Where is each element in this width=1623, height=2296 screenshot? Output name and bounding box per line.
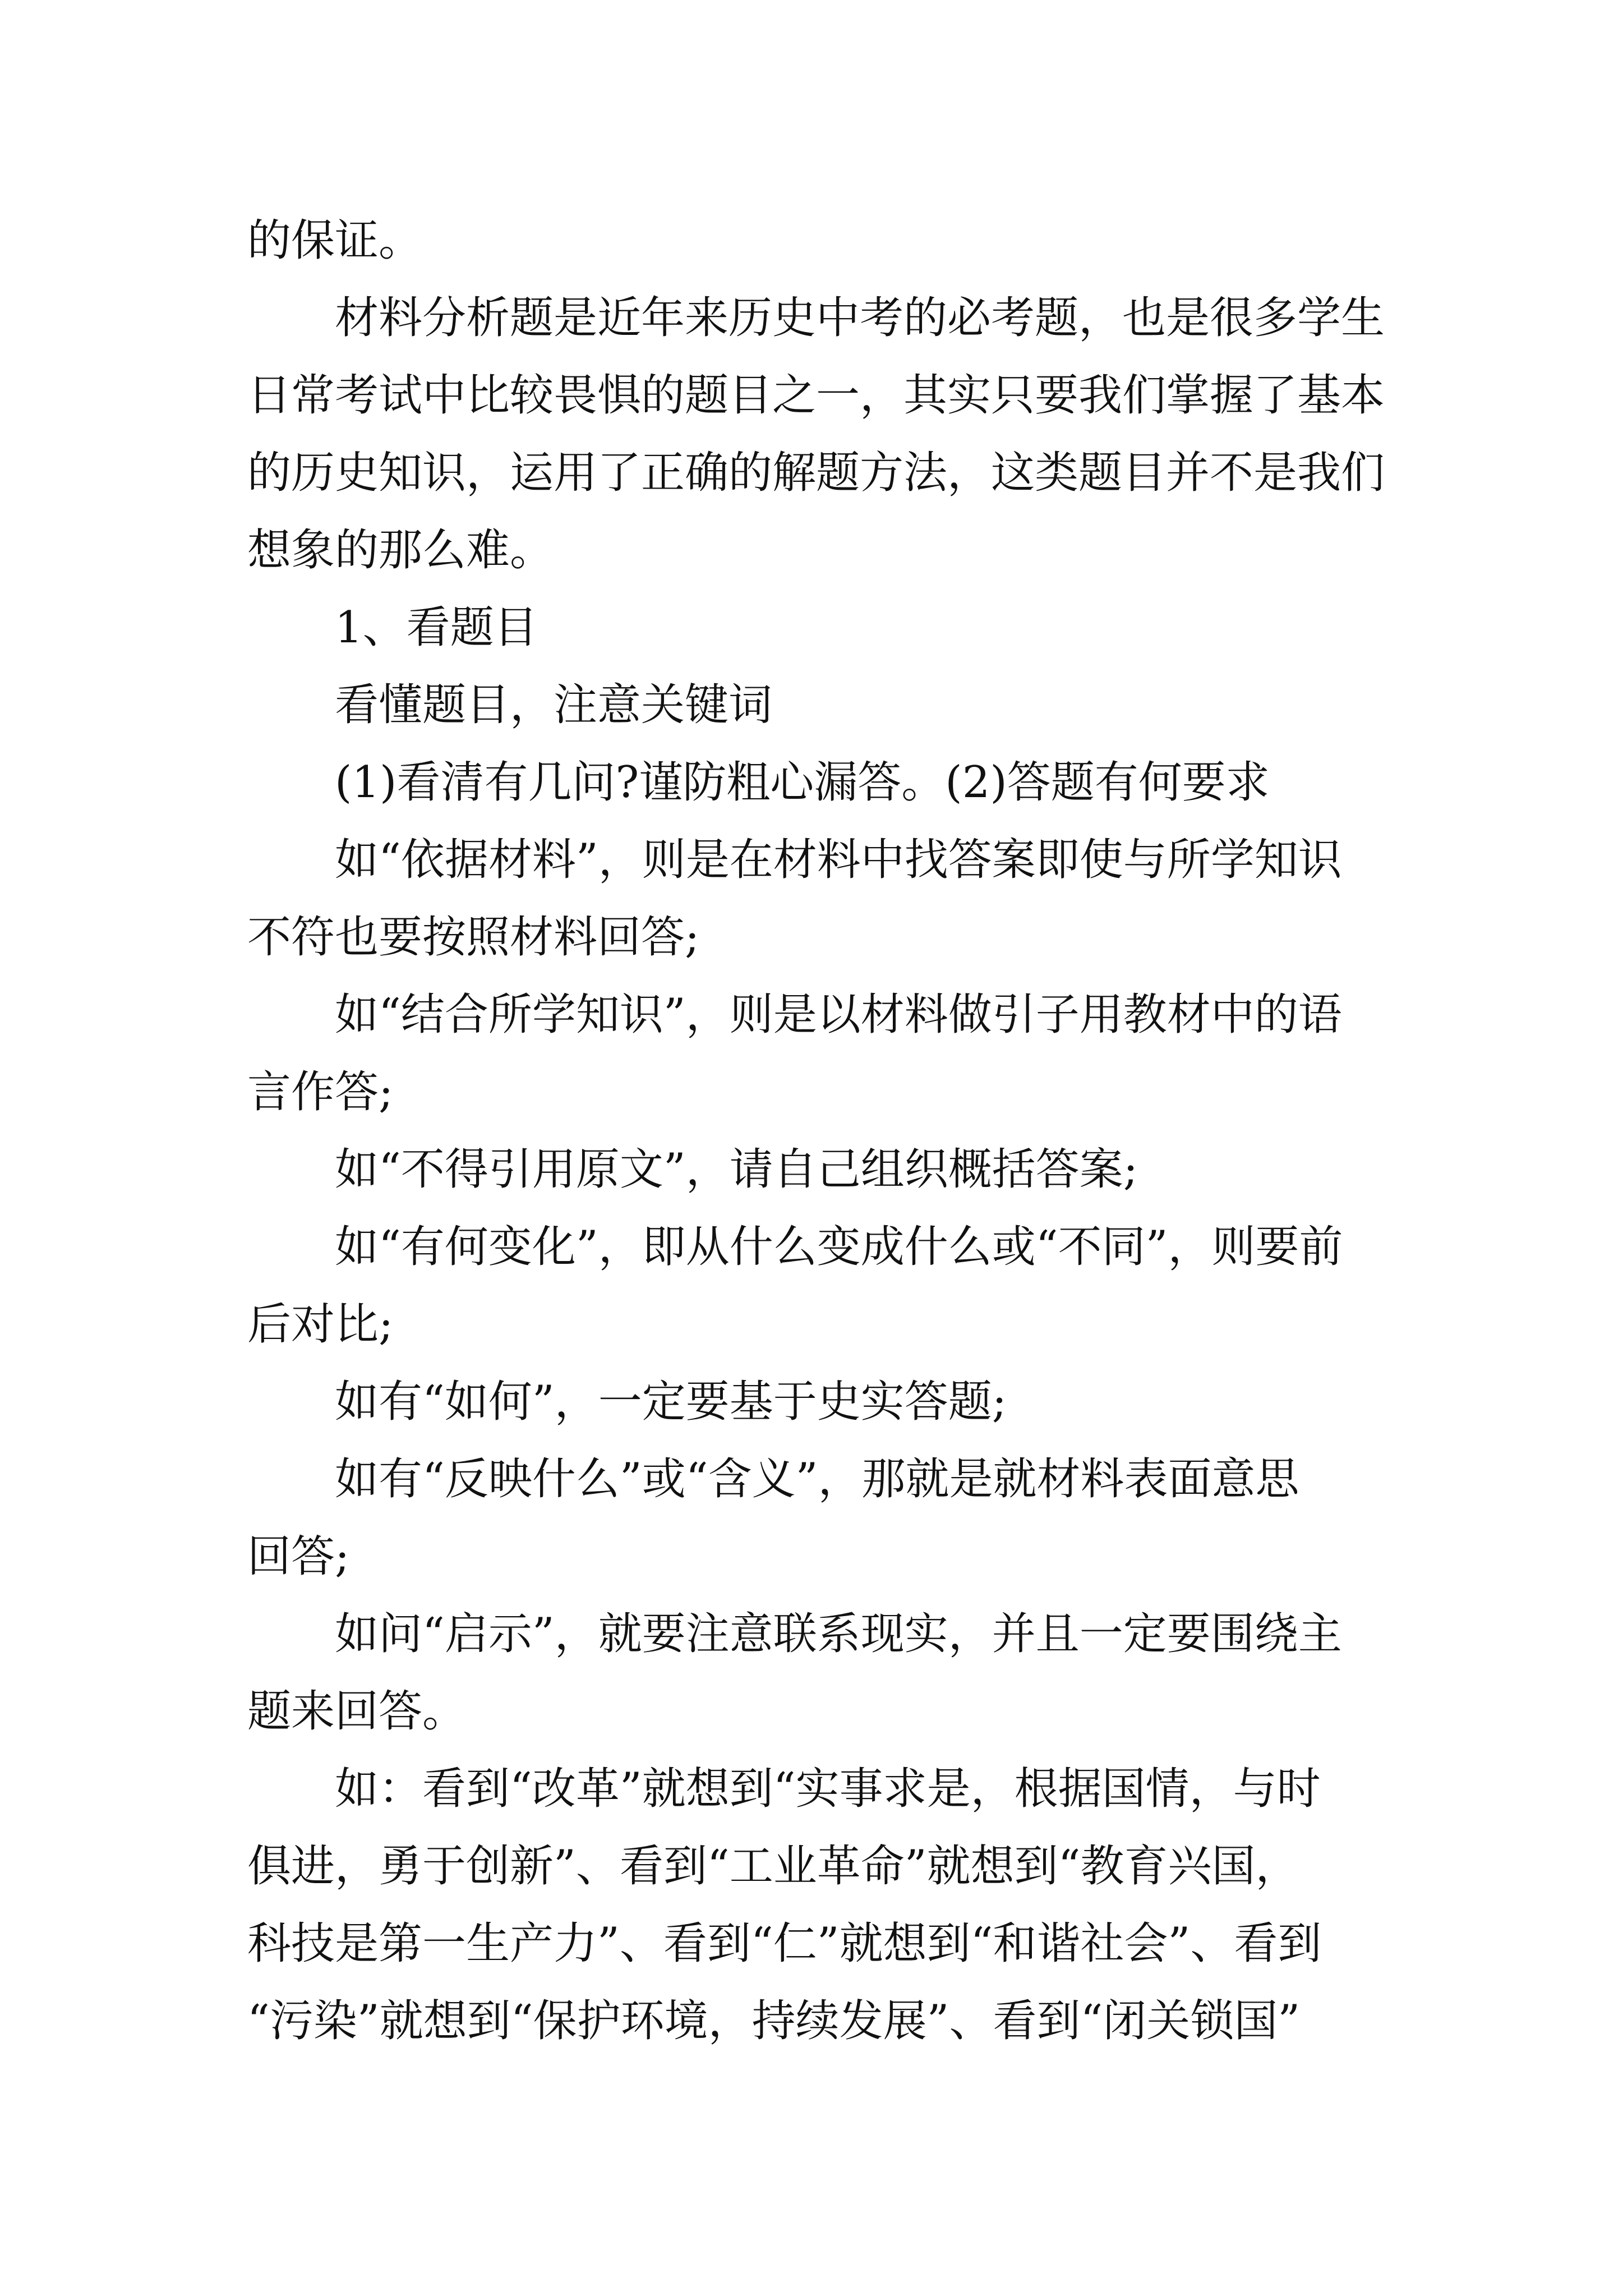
section-heading: 1、看题目 — [335, 602, 538, 653]
text-line: 言作答; — [247, 1067, 394, 1117]
text-line: (1)看清有几问?谨防粗心漏答。(2)答题有何要求 — [335, 757, 1270, 808]
text-line: 的保证。 — [247, 215, 423, 266]
text-line: 如问“启示”，就要注意联系现实，并且一定要围绕主 — [335, 1609, 1342, 1659]
text-line: 的历史知识，运用了正确的解题方法，这类题目并不是我们 — [247, 448, 1385, 498]
text-line: 材料分析题是近年来历史中考的必考题，也是很多学生 — [335, 293, 1385, 343]
text-line: 看懂题目，注意关键词 — [335, 680, 773, 730]
text-line: 回答; — [247, 1531, 350, 1582]
text-line: 如“有何变化”，即从什么变成什么或“不同”，则要前 — [335, 1222, 1343, 1272]
text-line: 俱进，勇于创新”、看到“工业革命”就想到“教育兴国， — [247, 1841, 1299, 1892]
text-line: 如“结合所学知识”，则是以材料做引子用教材中的语 — [335, 990, 1342, 1040]
text-line: 如“不得引用原文”，请自己组织概括答案; — [335, 1144, 1138, 1195]
text-line: “污染”就想到“保护环境，持续发展”、看到“闭关锁国” — [247, 1996, 1301, 2046]
text-line: 如有“反映什么”或“含义”，那就是就材料表面意思 — [335, 1454, 1299, 1504]
text-line: 后对比; — [247, 1299, 394, 1350]
text-line: 如有“如何”，一定要基于史实答题; — [335, 1377, 1007, 1427]
text-line: 日常考试中比较畏惧的题目之一，其实只要我们掌握了基本 — [247, 370, 1385, 421]
text-line: 科技是第一生产力”、看到“仁”就想到“和谐社会”、看到 — [247, 1918, 1322, 1969]
text-line: 如：看到“改革”就想到“实事求是，根据国情，与时 — [335, 1764, 1321, 1814]
text-line: 想象的那么难。 — [247, 525, 554, 576]
text-line: 题来回答。 — [247, 1686, 467, 1737]
body-text — [247, 202, 1403, 2060]
text-line: 如“依据材料”，则是在材料中找答案即使与所学知识 — [335, 835, 1342, 885]
text-line: 不符也要按照材料回答; — [247, 912, 700, 963]
